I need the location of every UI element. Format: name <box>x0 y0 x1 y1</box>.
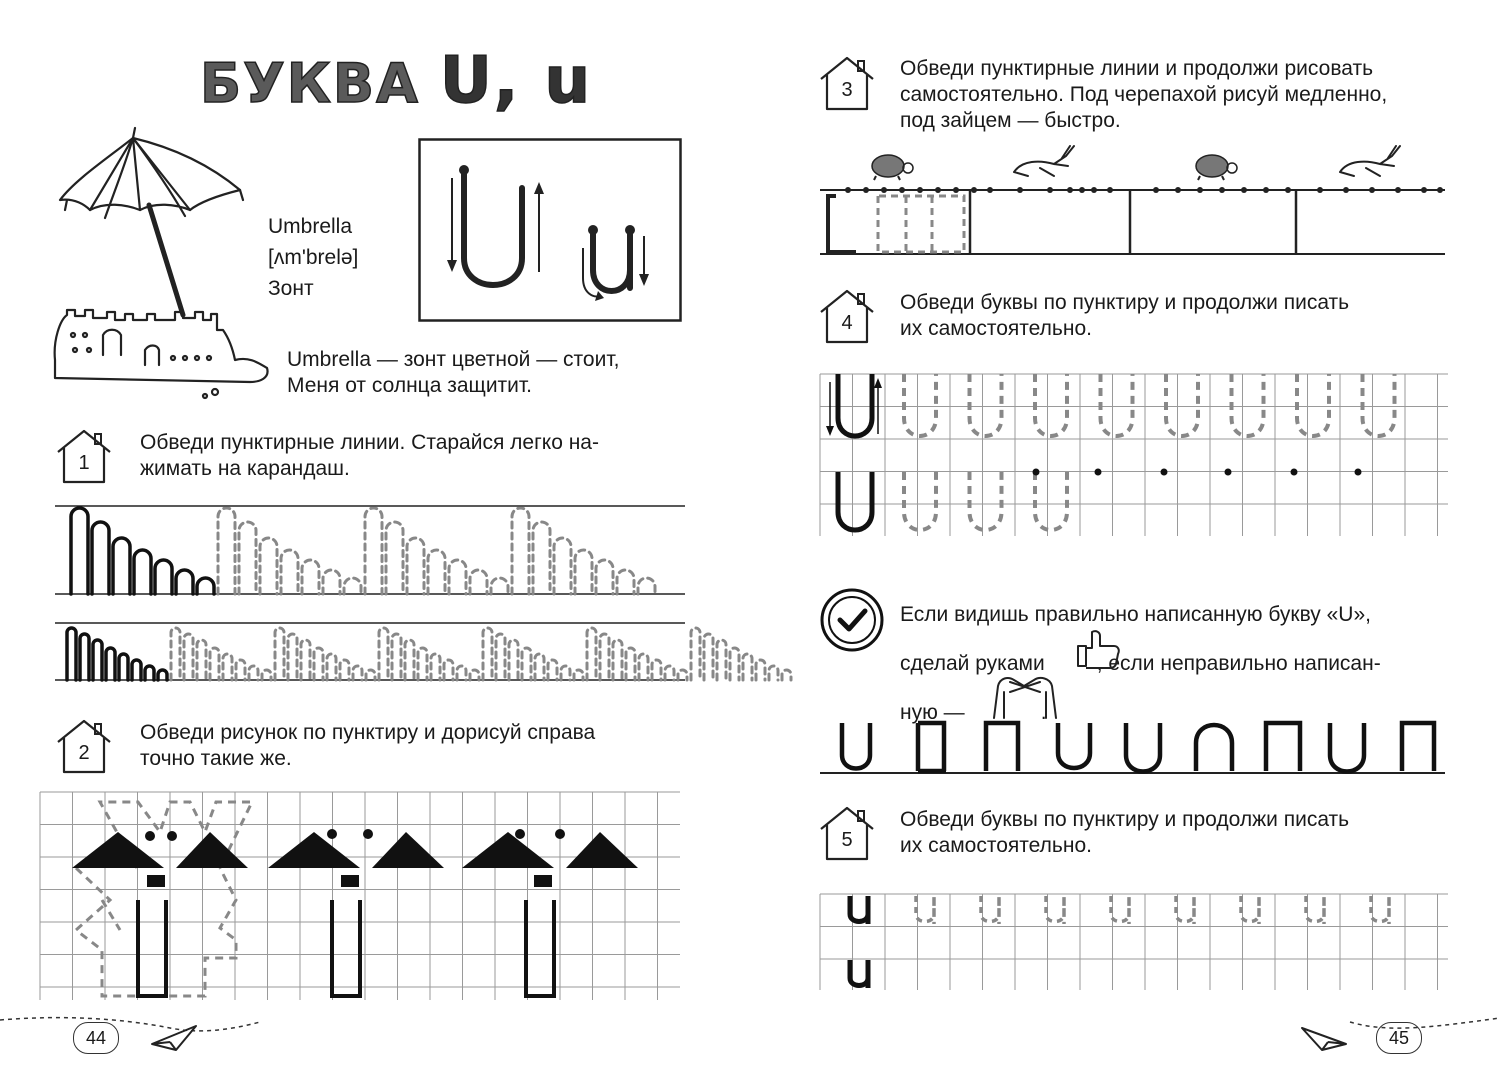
umbrella-drawing-grid <box>40 780 690 1010</box>
letter-u-correct <box>1058 723 1090 768</box>
letter-box <box>418 138 682 322</box>
crossed-hands-icon <box>990 668 1060 720</box>
thumbs-up-hand-icon <box>1072 626 1126 670</box>
task1-text: Обведи пунктирные линии. Старайся легко на- жимать на карандаш. <box>140 431 599 480</box>
poem-line: Umbrella — зонт цветной — стоит, <box>287 348 620 371</box>
umbrella-figure-3 <box>462 829 638 996</box>
letter-u-incorrect <box>1266 723 1300 771</box>
task4-text: Обведи буквы по пунктиру и продолжи писать их самостоятельно. <box>900 291 1350 340</box>
check-task-text: Если видишь правильно написанную букву «U», сделай руками , если неправильно написан- ную — . <box>900 603 1381 724</box>
task-number: 1 <box>78 452 90 474</box>
letter-u-correct <box>1126 723 1160 772</box>
umbrella-figure-2 <box>268 829 444 996</box>
vocab-word: Umbrella <box>268 215 353 238</box>
task-number: 5 <box>841 829 853 851</box>
umbrella-figure-1 <box>72 831 248 996</box>
paper-plane-icon <box>152 1026 196 1050</box>
letter-recognition-row <box>820 715 1450 780</box>
hare-icon <box>1340 146 1400 176</box>
task2-text: Обведи рисунок по пунктиру и дорисуй справа точно такие же. <box>140 721 596 770</box>
letter-u-incorrect <box>918 723 946 771</box>
letter-u-correct <box>1330 723 1364 772</box>
vocab-translation: Зонт <box>268 277 314 300</box>
umbrella-sandcastle-illustration <box>45 120 285 410</box>
letter-u-incorrect <box>1402 723 1434 771</box>
speed-line-exercise <box>820 140 1450 265</box>
letter-lower-u <box>593 230 630 291</box>
lowercase-u-writing-grid <box>820 880 1450 995</box>
checkmark-icon <box>818 586 886 654</box>
letter-u-incorrect <box>986 723 1018 771</box>
wave-tracing-exercise <box>55 500 685 690</box>
paper-plane-icon <box>1302 1028 1346 1050</box>
task-number: 3 <box>841 79 853 101</box>
turtle-icon <box>1196 155 1237 180</box>
page-number-right: 45 <box>1376 1022 1422 1054</box>
hare-icon <box>1014 146 1074 176</box>
task-number: 2 <box>78 742 90 764</box>
letter-upper-u <box>464 170 522 285</box>
poem-line: Меня от солнца защитит. <box>287 374 533 397</box>
task-number: 4 <box>841 312 853 334</box>
uppercase-u-writing-grid <box>820 360 1450 545</box>
task5-text: Обведи буквы по пунктиру и продолжи писать их самостоятельно. <box>900 808 1350 857</box>
page-title: БУКВА U, u <box>200 44 593 118</box>
page-number-left: 44 <box>73 1022 119 1054</box>
task3-text: Обведи пунктирные линии и продолжи рисовать самостоятельно. Под черепахой рисуй медленно, под зайцем — быстро. <box>900 57 1388 132</box>
letter-u-incorrect <box>1196 725 1232 771</box>
vocab-transcription: [ʌm'brelə] <box>268 246 359 269</box>
letter-u-correct <box>842 723 870 769</box>
poem <box>287 347 684 399</box>
footer-decoration <box>0 1010 320 1060</box>
vocab-block <box>268 211 358 304</box>
turtle-icon <box>872 155 913 180</box>
